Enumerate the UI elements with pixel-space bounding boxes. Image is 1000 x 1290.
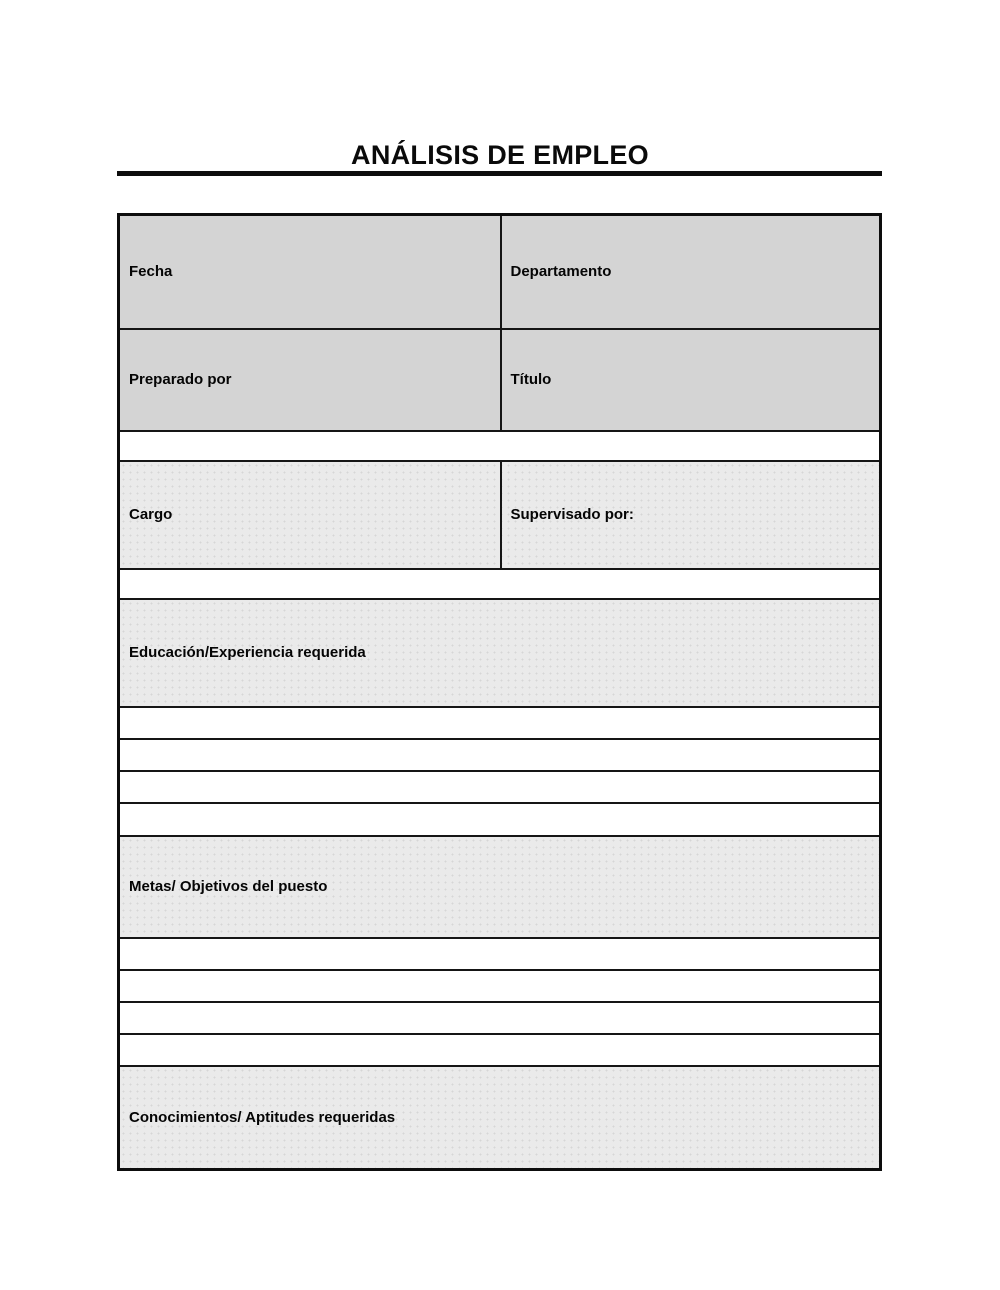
field-supervisado-por	[500, 462, 880, 568]
field-preparado-por-label: Preparado por	[129, 371, 232, 388]
page-title: ANÁLISIS DE EMPLEO	[351, 140, 649, 170]
blank-write-line	[120, 568, 879, 598]
field-fecha-label: Fecha	[129, 263, 173, 280]
section-educacion	[120, 598, 879, 706]
blank-write-line	[120, 738, 879, 770]
field-preparado-por	[120, 330, 500, 430]
blank-write-line	[120, 706, 879, 738]
row-cargo-supervisado	[120, 460, 879, 568]
title-divider	[117, 171, 882, 176]
section-metas-label: Metas/ Objetivos del puesto	[129, 878, 328, 895]
section-metas	[120, 835, 879, 937]
field-cargo	[120, 462, 500, 568]
field-fecha	[120, 216, 500, 328]
blank-write-line	[120, 802, 879, 835]
section-conocimientos	[120, 1065, 879, 1168]
field-titulo-label: Título	[510, 371, 552, 388]
section-educacion-cell	[120, 600, 879, 706]
blank-write-line	[120, 937, 879, 969]
blank-write-line	[120, 1001, 879, 1033]
row-fecha-departamento	[120, 216, 879, 328]
field-departamento	[500, 216, 880, 328]
blank-write-line	[120, 1033, 879, 1065]
job-analysis-form	[117, 213, 882, 1171]
blank-write-line	[120, 969, 879, 1001]
section-educacion-label: Educación/Experiencia requerida	[129, 644, 366, 661]
blank-write-line	[120, 430, 879, 460]
row-preparado-titulo	[120, 328, 879, 430]
field-departamento-label: Departamento	[510, 263, 612, 280]
field-titulo	[500, 330, 880, 430]
field-supervisado-por-label: Supervisado por:	[510, 506, 634, 523]
section-conocimientos-cell	[120, 1067, 879, 1168]
section-metas-cell	[120, 837, 879, 937]
blank-write-line	[120, 770, 879, 802]
field-cargo-label: Cargo	[129, 506, 173, 523]
section-conocimientos-label: Conocimientos/ Aptitudes requeridas	[129, 1108, 396, 1126]
